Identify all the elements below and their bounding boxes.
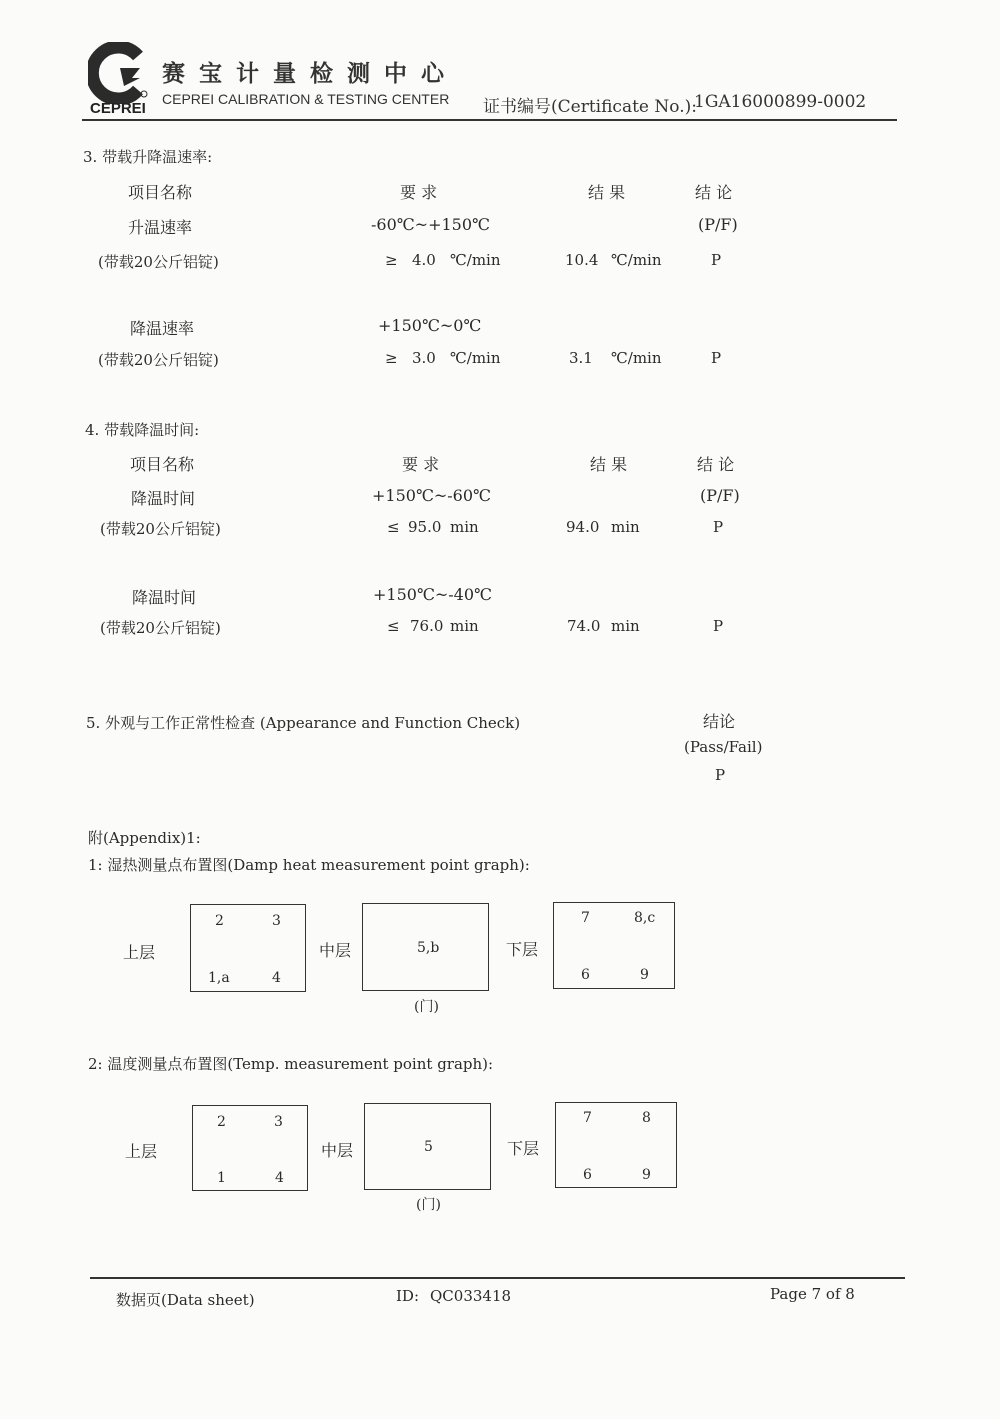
graph2-upper-box — [192, 1105, 308, 1191]
s4-row1-req-val: 95.0 — [408, 518, 442, 536]
s3-row1-res-unit: ℃/min — [611, 251, 662, 269]
s3-row1-item: 升温速率 — [128, 218, 193, 237]
s4-row2-range: +150℃~-40℃ — [373, 585, 492, 604]
s3-row2-range: +150℃~0℃ — [378, 316, 482, 335]
org-name-en: CEPREI CALIBRATION & TESTING CENTER — [162, 91, 450, 107]
s4-row2-req-val: 76.0 — [410, 617, 444, 635]
graph1-lower-point: 6 — [581, 967, 590, 983]
s3-row1-res-val: 10.4 — [565, 251, 599, 269]
graph2-lower-label: 下层 — [507, 1139, 540, 1158]
graph2-upper-point: 4 — [275, 1170, 284, 1186]
graph2-lower-point: 9 — [642, 1167, 651, 1183]
graph1-upper-point: 1,a — [208, 970, 230, 986]
s3-row2-req-val: 3.0 — [412, 349, 436, 367]
footer-data-sheet: 数据页(Data sheet) — [116, 1291, 255, 1309]
graph1-upper-label: 上层 — [123, 943, 156, 962]
s4-col-item: 项目名称 — [130, 455, 195, 474]
graph2-mid-label: 中层 — [321, 1141, 354, 1160]
s3-pf: (P/F) — [698, 215, 738, 234]
s3-row2-res-val: 3.1 — [569, 349, 593, 367]
s4-row2-load: (带载20公斤铝锭) — [100, 619, 221, 637]
s4-col-concl: 结 论 — [697, 455, 735, 474]
logo-text: CEPREI — [90, 100, 146, 117]
appendix-title: 附(Appendix)1: — [88, 829, 201, 847]
graph1-mid-label: 中层 — [319, 941, 352, 960]
s3-col-concl: 结 论 — [695, 183, 733, 202]
graph2-lower-box — [555, 1102, 677, 1188]
s5-concl-label: 结论 — [703, 712, 736, 731]
s3-row2-req-unit: ℃/min — [450, 349, 501, 367]
s5-passfail: (Pass/Fail) — [684, 738, 763, 756]
s4-row1-res-unit: min — [611, 518, 640, 536]
s3-row1-concl: P — [711, 251, 722, 269]
s3-row2-concl: P — [711, 349, 722, 367]
s4-row1-load: (带载20公斤铝锭) — [100, 520, 221, 538]
s3-row2-load: (带载20公斤铝锭) — [98, 351, 219, 369]
s4-row2-req-unit: min — [450, 617, 479, 635]
certificate-label: 证书编号(Certificate No.): — [483, 97, 697, 117]
graph2-upper-point: 3 — [274, 1114, 283, 1130]
s3-row1-load: (带载20公斤铝锭) — [98, 253, 219, 271]
s3-row2-item: 降温速率 — [130, 319, 195, 338]
cepreil-logo-icon — [88, 42, 152, 104]
graph1-upper-point: 2 — [215, 913, 224, 929]
graph2-lower-point: 7 — [583, 1110, 592, 1126]
footer-rule — [90, 1277, 905, 1279]
footer-page: Page 7 of 8 — [770, 1285, 855, 1303]
graph2-mid-point: 5 — [424, 1139, 433, 1155]
s4-col-req: 要 求 — [402, 455, 440, 474]
s4-row2-concl: P — [713, 617, 724, 635]
graph2-lower-point: 8 — [642, 1110, 651, 1126]
section4-title: 4. 带载降温时间: — [85, 421, 200, 439]
s3-row1-op: ≥ — [385, 251, 398, 269]
graph1-upper-point: 4 — [272, 970, 281, 986]
graph1-mid-box — [362, 903, 489, 991]
s3-row2-op: ≥ — [385, 349, 398, 367]
certificate-number: 1GA16000899-0002 — [694, 92, 867, 112]
s3-col-req: 要 求 — [400, 183, 438, 202]
graph2-lower-point: 6 — [583, 1167, 592, 1183]
section3-title: 3. 带载升降温速率: — [83, 148, 213, 166]
s4-row1-res-val: 94.0 — [566, 518, 600, 536]
graph2-door-label: (门) — [416, 1197, 441, 1213]
s4-row1-req-unit: min — [450, 518, 479, 536]
s3-row1-req-val: 4.0 — [412, 251, 436, 269]
s4-row2-res-unit: min — [611, 617, 640, 635]
org-name-cn: 赛宝计量检测中心 — [162, 60, 458, 87]
s3-col-res: 结 果 — [588, 183, 626, 202]
graph1-title: 1: 湿热测量点布置图(Damp heat measurement point graph): — [88, 856, 530, 874]
s3-row2-res-unit: ℃/min — [611, 349, 662, 367]
graph2-upper-point: 1 — [217, 1170, 226, 1186]
graph1-upper-point: 3 — [272, 913, 281, 929]
graph1-lower-box — [553, 902, 675, 989]
s4-row1-item: 降温时间 — [131, 489, 196, 508]
s4-row2-item: 降温时间 — [132, 588, 197, 607]
s3-col-item: 项目名称 — [128, 183, 193, 202]
s4-row1-concl: P — [713, 518, 724, 536]
section5-title: 5. 外观与工作正常性检查 (Appearance and Function Check) — [86, 714, 521, 732]
footer-id-label: ID: — [396, 1287, 420, 1305]
graph1-lower-point: 8,c — [634, 910, 656, 926]
graph1-upper-box — [190, 904, 306, 992]
s3-row1-req-unit: ℃/min — [450, 251, 501, 269]
graph2-mid-box — [364, 1103, 491, 1190]
graph1-lower-point: 7 — [581, 910, 590, 926]
s4-pf: (P/F) — [700, 486, 740, 505]
s4-row1-op: ≤ — [387, 518, 400, 536]
graph1-door-label: (门) — [414, 999, 439, 1015]
graph1-lower-label: 下层 — [506, 940, 539, 959]
s4-row1-range: +150℃~-60℃ — [372, 486, 491, 505]
s4-row2-op: ≤ — [387, 617, 400, 635]
s4-row2-res-val: 74.0 — [567, 617, 601, 635]
footer-id-value: QC033418 — [430, 1287, 512, 1305]
s5-concl: P — [715, 766, 726, 784]
s4-col-res: 结 果 — [590, 455, 628, 474]
graph1-mid-point: 5,b — [417, 940, 440, 956]
graph2-title: 2: 温度测量点布置图(Temp. measurement point graph): — [88, 1055, 494, 1073]
graph2-upper-label: 上层 — [125, 1142, 158, 1161]
graph1-lower-point: 9 — [640, 967, 649, 983]
s3-row1-range: -60℃~+150℃ — [371, 215, 490, 234]
logo — [88, 42, 152, 118]
header-rule — [82, 119, 897, 121]
graph2-upper-point: 2 — [217, 1114, 226, 1130]
